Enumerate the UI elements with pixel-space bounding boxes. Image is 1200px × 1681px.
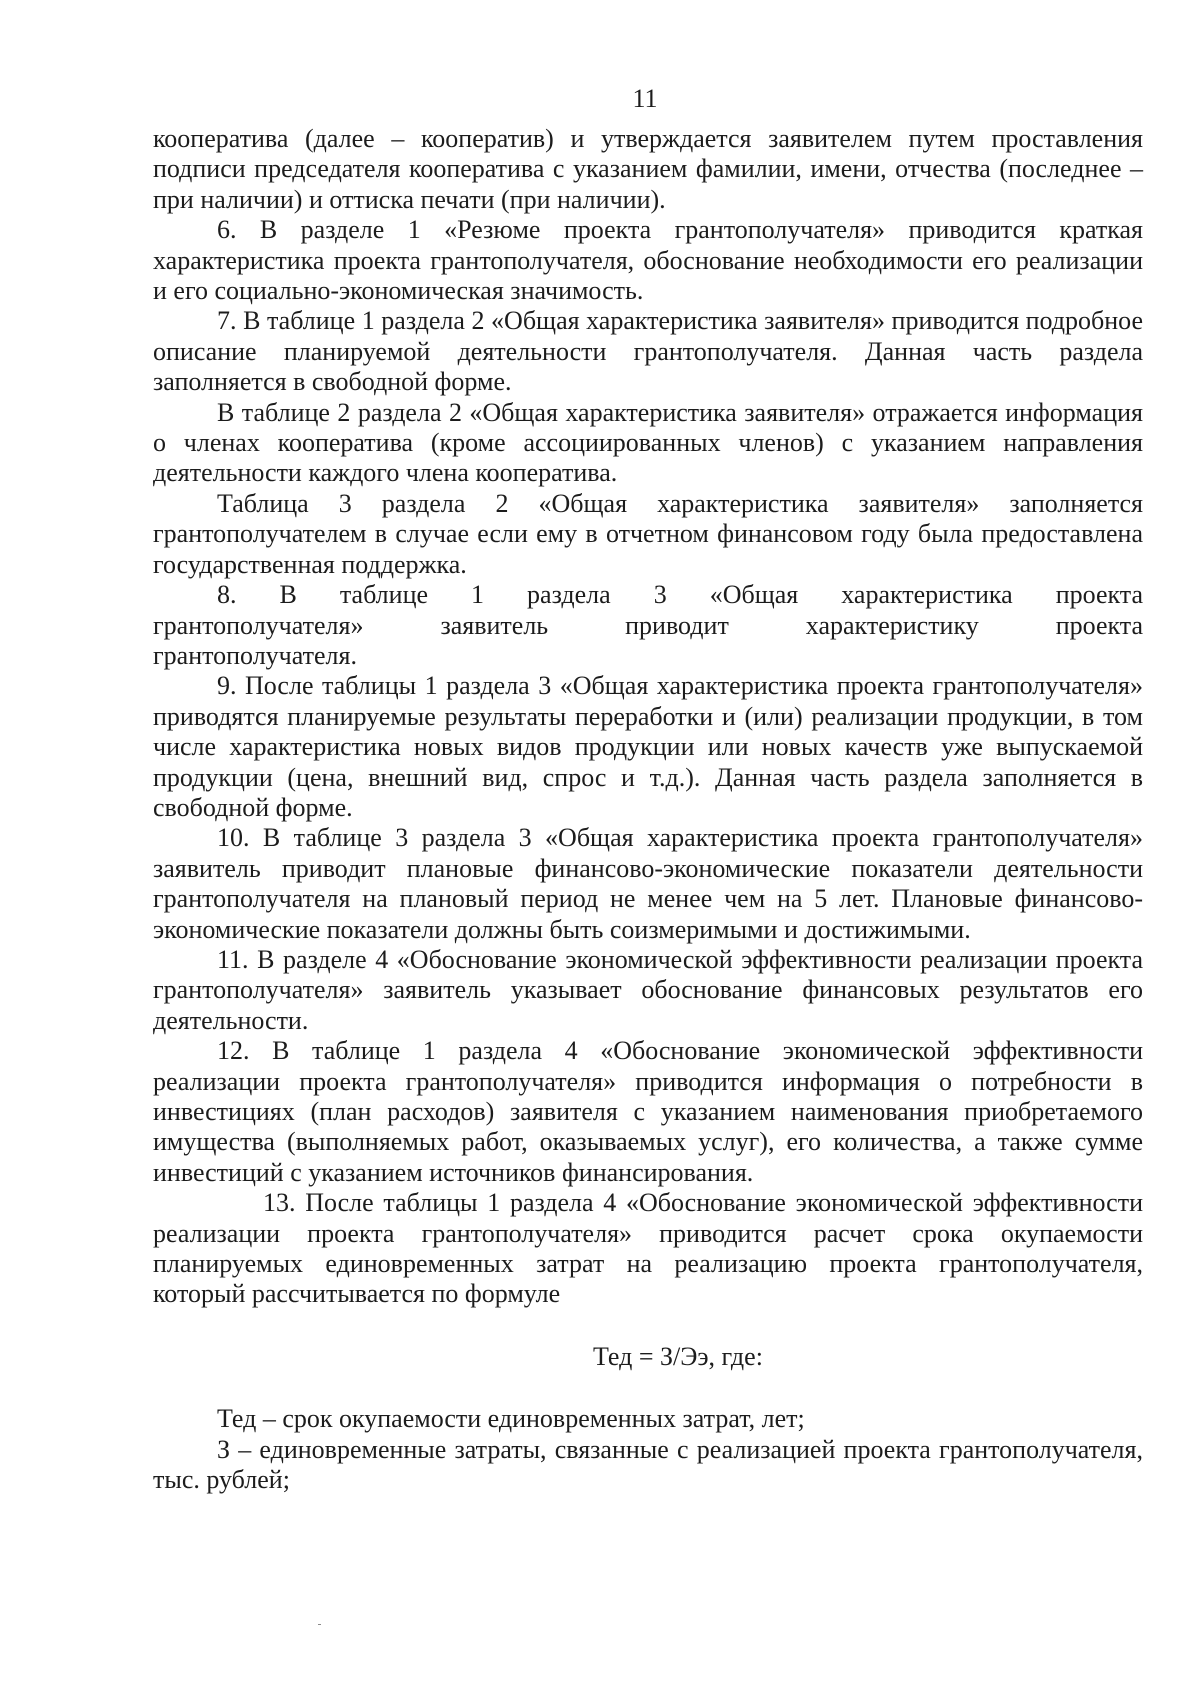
paragraph-item-12: 12. В таблице 1 раздела 4 «Обоснование экономической эффективности реализации проекта грантополучателя» приводится информация о потребности в инвестициях (план расходов) заявителя с указанием наименования приобретаемого имущества (выполняемых работ, оказываемых услуг), его количества, а также сумме инвестиций с указанием источников финансирования. xyxy=(153,1036,1143,1187)
paragraph-item-7: 7. В таблице 1 раздела 2 «Общая характеристика заявителя» приводится подробное описание планируемой деятельности грантополучателя. Данная часть раздела заполняется в свободной форме. xyxy=(153,306,1143,397)
paragraph-item-7-table-3: Таблица 3 раздела 2 «Общая характеристика заявителя» заполняется грантополучателем в случае если ему в отчетном финансовом году была предоставлена государственная поддержка. xyxy=(153,488,1143,579)
scan-artifact xyxy=(318,1624,321,1625)
paragraph-continuation: кооператива (далее – кооператив) и утверждается заявителем путем проставления подписи председателя кооператива с указанием фамилии, имени, отчества (последнее – при наличии) и оттиска печати (при наличии). xyxy=(153,124,1143,214)
paragraph-item-7-table-2: В таблице 2 раздела 2 «Общая характеристика заявителя» отражается информация о членах кооператива (кроме ассоциированных членов) с указанием направления деятельности каждого члена кооператива. xyxy=(153,397,1143,488)
paragraph-item-8-line-1: 8. В таблице 1 раздела 3 «Общая характеристика проекта xyxy=(217,580,1143,610)
paragraph-item-8-line-3: грантополучателя. xyxy=(153,640,357,670)
definition-z: З – единовременные затраты, связанные с реализацией проекта грантополучателя, тыс. рублей; xyxy=(153,1434,1143,1495)
paragraph-item-13: 13. После таблицы 1 раздела 4 «Обоснование экономической эффективности реализации проекта грантополучателя» приводится расчет срока окупаемости планируемых единовременных затрат на реализацию проекта грантополучателя, который рассчитывается по формуле xyxy=(153,1188,1143,1309)
paragraph-item-10: 10. В таблице 3 раздела 3 «Общая характеристика проекта грантополучателя» заявитель приводит плановые финансово-экономические показатели деятельности грантополучателя на плановый период не менее чем на 5 лет. Плановые финансово-экономические показатели должны быть соизмеримыми и достижимыми. xyxy=(153,823,1143,944)
definition-ted: Тед – срок окупаемости единовременных затрат, лет; xyxy=(217,1404,805,1434)
paragraph-item-11: 11. В разделе 4 «Обоснование экономической эффективности реализации проекта грантополучателя» заявитель указывает обоснование финансовых результатов его деятельности. xyxy=(153,944,1143,1035)
paragraph-item-6: 6. В разделе 1 «Резюме проекта грантополучателя» приводится краткая характеристика проекта грантополучателя, обоснование необходимости его реализации и его социально-экономическая значимость. xyxy=(153,215,1143,306)
paragraph-item-9: 9. После таблицы 1 раздела 3 «Общая характеристика проекта грантополучателя» приводятся планируемые результаты переработки и (или) реализации продукции, в том числе характеристика новых видов продукции или новых качеств уже выпускаемой продукции (цена, внешний вид, спрос и т.д.). Данная часть раздела заполняется в свободной форме. xyxy=(153,671,1143,822)
document-body xyxy=(153,124,1143,1495)
payback-formula: Тед = З/Ээ, где: xyxy=(593,1341,763,1371)
paragraph-item-8-line-2: грантополучателя» заявитель приводит характеристику проекта xyxy=(153,610,1143,640)
page-number: 11 xyxy=(632,84,658,113)
